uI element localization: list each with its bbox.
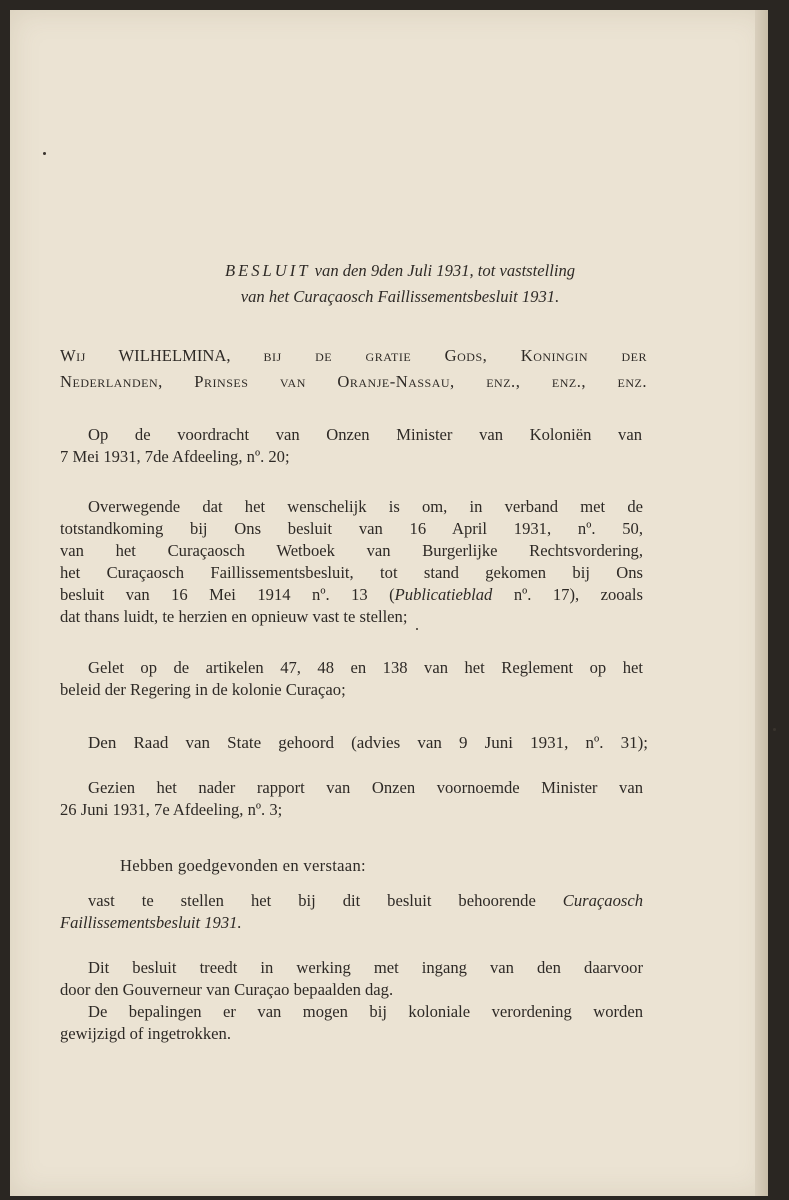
paragraph-line: De bepalingen er van mogen bij koloniale verordening worden (88, 1002, 643, 1021)
paragraph-vast-te-stellen (60, 890, 643, 934)
text-run: vast te stellen het bij dit besluit behoorende (88, 891, 563, 910)
decree-title (160, 258, 640, 310)
paragraph-line: totstandkoming bij Ons besluit van 16 April 1931, nº. 50, (60, 519, 643, 538)
paragraph-line: Hebben goedgevonden en verstaan: (120, 856, 366, 875)
paragraph-gezien (60, 777, 643, 821)
paragraph-overwegende (60, 496, 643, 628)
title-besluit: BESLUIT (224, 261, 311, 280)
paragraph-line: van het Curaçaosch Wetboek van Burgerlijke Rechtsvordering, (60, 541, 643, 560)
paragraph-inwerkingtreding (60, 957, 643, 1001)
document-page (10, 10, 768, 1196)
text-run: besluit van 16 Mei 1914 nº. 13 ( (60, 585, 395, 604)
paragraph-line: door den Gouverneur van Curaçao bepaalden dag. (60, 980, 394, 999)
paragraph-line (60, 890, 643, 912)
paragraph-line: Den Raad van State gehoord (advies van 9 Juni 1931, nº. 31); (88, 733, 648, 752)
paragraph-line: Op de voordracht van Onzen Minister van Koloniën van (88, 425, 642, 444)
publicatieblad-italic: Publicatieblad (394, 585, 493, 604)
paragraph-gelet (60, 657, 643, 701)
title-line1: van den 9den Juli 1931, tot vaststelling (314, 261, 576, 280)
paragraph-line: dat thans luidt, te herzien en opnieuw vast te stellen; (60, 607, 408, 626)
paragraph-voordracht (60, 424, 642, 468)
paragraph-raad-van-state (88, 732, 648, 754)
text-run-italic: Curaçaosch (562, 891, 643, 910)
title-line2: van het Curaçaosch Faillissementsbesluit 1931. (240, 287, 560, 306)
preamble-line2: Nederlanden, Prinses van Oranje-Nassau, enz., enz., enz. (60, 372, 647, 391)
paragraph-line: Dit besluit treedt in werking met ingang van den daarvoor (88, 958, 643, 977)
page-edge (755, 10, 768, 1196)
paragraph-bepalingen (60, 1001, 643, 1045)
paragraph-line: 26 Juni 1931, 7e Afdeeling, nº. 3; (60, 800, 283, 819)
paper-speck (773, 728, 776, 731)
paragraph-line (60, 584, 643, 606)
preamble-line1: bij de gratie Gods, Koningin der (263, 346, 648, 365)
paragraph-line: beleid der Regering in de kolonie Curaçao; (60, 680, 346, 699)
preamble-queen-name: WILHELMINA, (118, 346, 231, 365)
paragraph-line: Gelet op de artikelen 47, 48 en 138 van het Reglement op het (88, 658, 643, 677)
paragraph-line: Overwegende dat het wenschelijk is om, in verband met de (88, 497, 643, 516)
paper-speck (416, 628, 418, 630)
preamble (60, 343, 647, 395)
paragraph-line: gewijzigd of ingetrokken. (60, 1024, 231, 1043)
paper-speck (43, 152, 46, 155)
paragraph-line: Gezien het nader rapport van Onzen voornoemde Minister van (88, 778, 643, 797)
paragraph-line: 7 Mei 1931, 7de Afdeeling, nº. 20; (60, 447, 290, 466)
text-run: nº. 17), zooals (492, 585, 643, 604)
preamble-wij: Wij (60, 346, 86, 365)
paragraph-line: het Curaçaosch Faillissementsbesluit, tot stand gekomen bij Ons (60, 563, 643, 582)
paragraph-line: Faillissementsbesluit 1931. (60, 913, 242, 932)
paragraph-hebben (120, 855, 520, 877)
